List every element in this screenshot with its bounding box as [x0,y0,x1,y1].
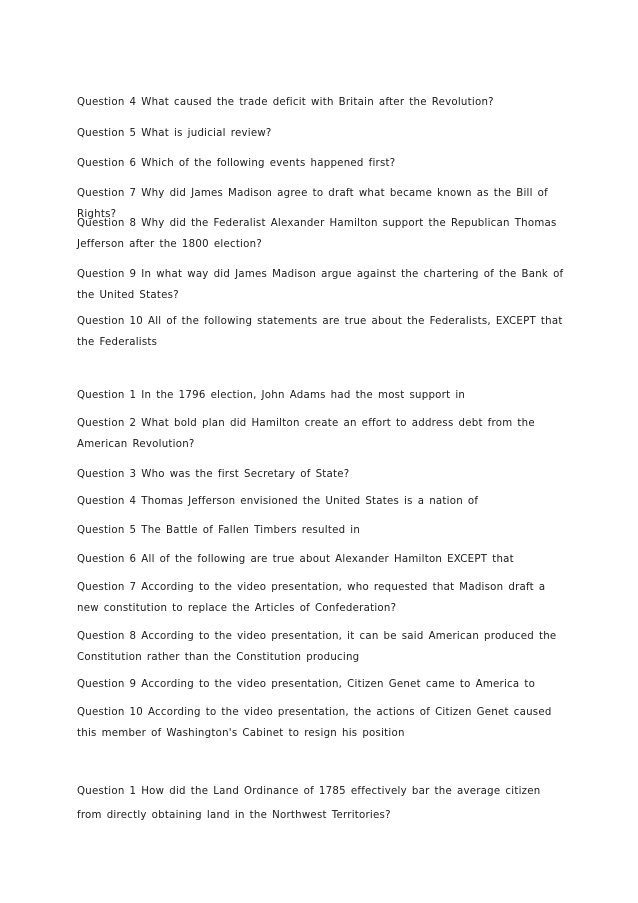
question-a-9: Question 9 In what way did James Madison argue against the chartering of the Bank of the United States? [77,269,564,301]
question-b-1: Question 1 In the 1796 election, John Adams had the most support in [77,390,466,401]
question-a-10: Question 10 All of the following statements are true about the Federalists, EXCEPT that the Federalists [77,316,563,348]
question-b-8: Question 8 According to the video presentation, it can be said American produced the Constitution rather than the Constitution producing [77,631,557,663]
question-a-6: Question 6 Which of the following events happened first? [77,158,396,169]
question-b-9: Question 9 According to the video presentation, Citizen Genet came to America to [77,679,536,690]
question-a-4: Question 4 What caused the trade deficit with Britain after the Revolution? [77,97,494,108]
question-a-8: Question 8 Why did the Federalist Alexander Hamilton support the Republican Thomas Jefferson after the 1800 election? [77,218,557,250]
question-b-4: Question 4 Thomas Jefferson envisioned the United States is a nation of [77,496,479,507]
question-b-7: Question 7 According to the video presentation, who requested that Madison draft a new constitution to replace the Articles of Confederation? [77,582,546,614]
question-b-3: Question 3 Who was the first Secretary of State? [77,469,350,480]
question-c-1: Question 1 How did the Land Ordinance of 1785 effectively bar the average citizen from directly obtaining land in the Northwest Territories? [77,786,541,821]
question-b-6: Question 6 All of the following are true about Alexander Hamilton EXCEPT that [77,554,514,565]
question-a-5: Question 5 What is judicial review? [77,128,272,139]
question-b-2: Question 2 What bold plan did Hamilton create an effort to address debt from the American Revolution? [77,418,535,450]
question-b-10: Question 10 According to the video presentation, the actions of Citizen Genet caused this member of Washington's Cabinet to resign his position [77,707,552,739]
question-a-7: Question 7 Why did James Madison agree to draft what became known as the Bill of Rights? [77,188,548,220]
question-b-5: Question 5 The Battle of Fallen Timbers resulted in [77,525,361,536]
